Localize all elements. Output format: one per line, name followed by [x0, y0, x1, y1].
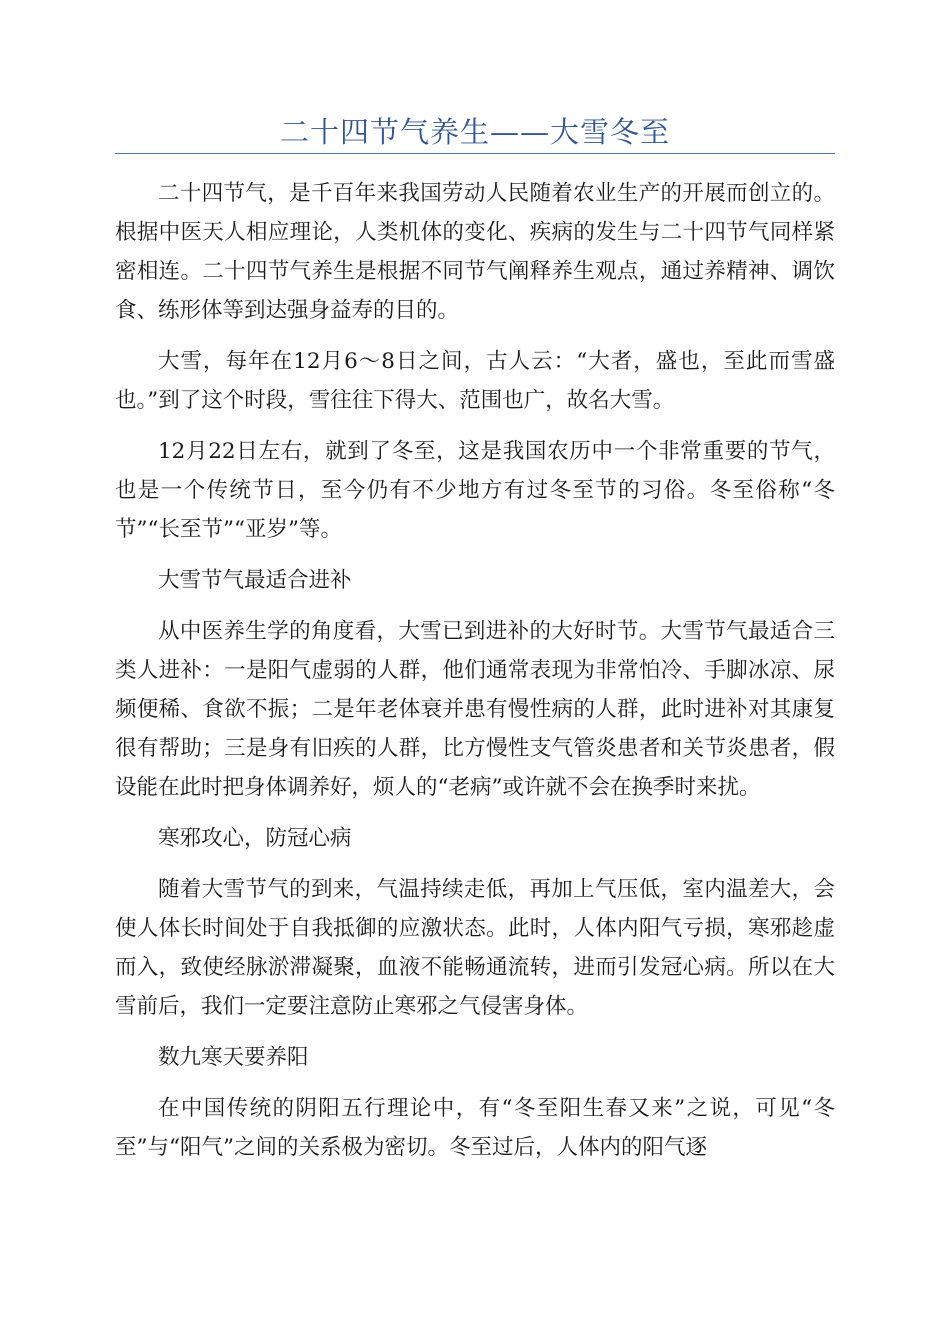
- document-body: [115, 174, 835, 1179]
- title-underline: [115, 153, 835, 154]
- paragraph-yangyang: 在中国传统的阴阳五行理论中，有“冬至阳生春又来”之说，可见“冬至”与“阳气”之间的关系极为密切。冬至过后，人体内的阳气逐: [115, 1096, 835, 1160]
- paragraph-daxue: 大雪，每年在12月6～8日之间，古人云：“大者，盛也，至此而雪盛也。”到了这个时段，雪往往下得大、范围也广，故名大雪。: [115, 349, 835, 413]
- paragraph-intro: 二十四节气，是千百年来我国劳动人民随着农业生产的开展而创立的。根据中医天人相应理论，人类机体的变化、疾病的发生与二十四节气同样紧密相连。二十四节气养生是根据不同节气阐释养生观点，通过养精神、调饮食、练形体等到达强身益寿的目的。: [115, 181, 835, 323]
- paragraph-hanxie: 随着大雪节气的到来，气温持续走低，再加上气压低，室内温差大，会使人体长时间处于自我抵御的应激状态。此时，人体内阳气亏损，寒邪趁虚而入，致使经脉淤滞凝聚，血液不能畅通流转，进而引发冠心病。所以在大雪前后，我们一定要注意防止寒邪之气侵害身体。: [115, 877, 835, 1019]
- section-heading-jinbu: 大雪节气最适合进补: [158, 568, 352, 593]
- paragraph-jinbu: 从中医养生学的角度看，大雪已到进补的大好时节。大雪节气最适合三类人进补：一是阳气虚弱的人群，他们通常表现为非常怕冷、手脚冰凉、尿频便稀、食欲不振；二是年老体衰并患有慢性病的人群，此时进补对其康复很有帮助；三是身有旧疾的人群，比方慢性支气管炎患者和关节炎患者，假设能在此时把身体调养好，烦人的“老病”或许就不会在换季时来扰。: [115, 619, 835, 800]
- paragraph-dongzhi: 12月22日左右，就到了冬至，这是我国农历中一个非常重要的节气，也是一个传统节日，至今仍有不少地方有过冬至节的习俗。冬至俗称“冬节”“长至节”“亚岁”等。: [115, 439, 835, 542]
- section-heading-yangyang: 数九寒天要养阳: [158, 1045, 309, 1070]
- document-title: 二十四节气养生——大雪冬至: [279, 115, 670, 149]
- section-heading-hanxie: 寒邪攻心，防冠心病: [158, 826, 352, 851]
